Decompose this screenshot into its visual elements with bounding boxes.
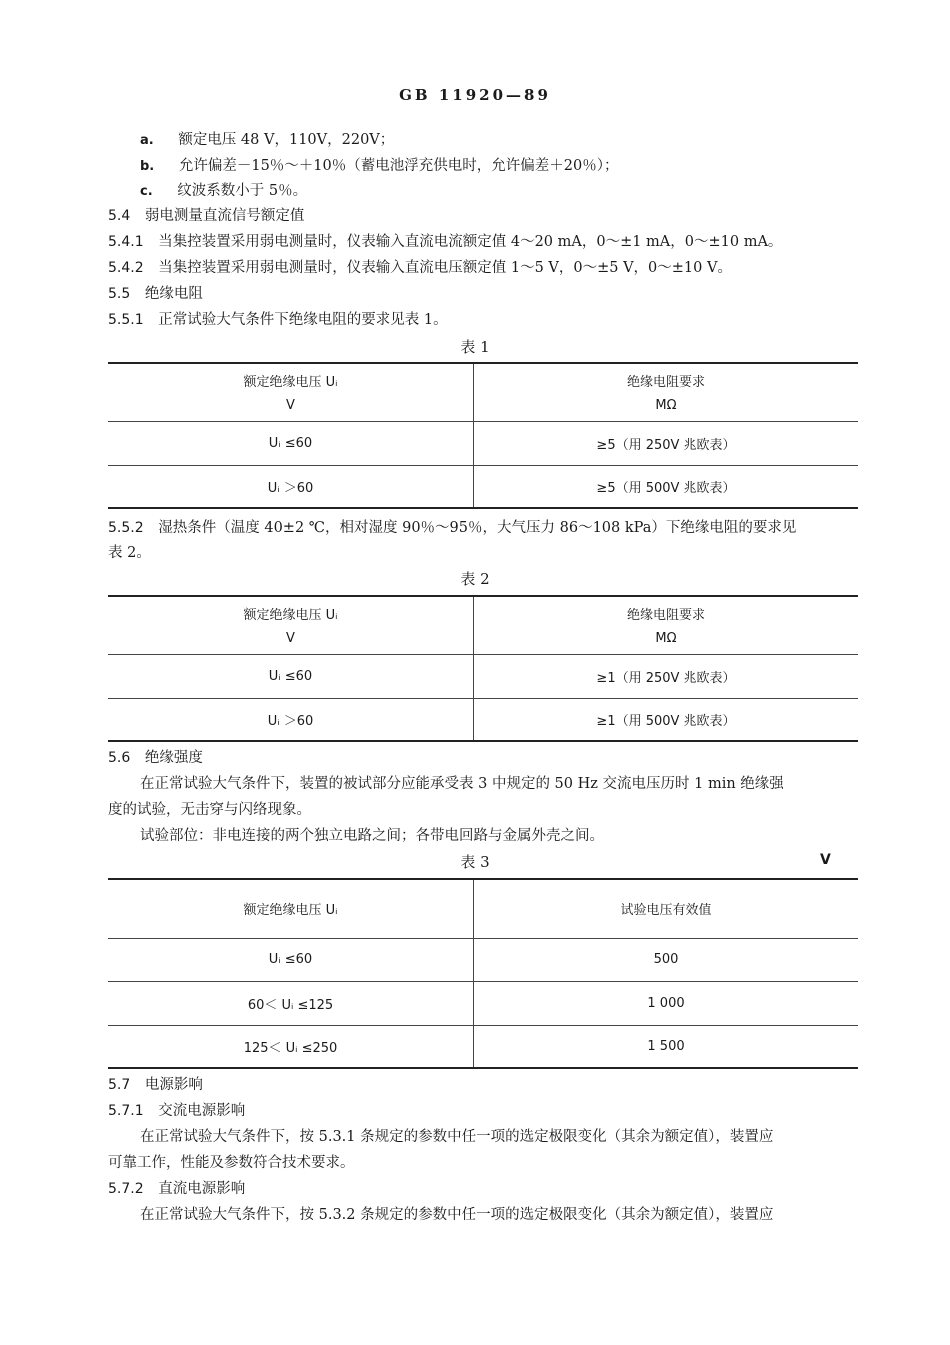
item-letter: b. <box>140 159 155 174</box>
table-cell: 60＜ Uᵢ ≤125 <box>108 981 474 1025</box>
column-header <box>108 363 474 421</box>
list-item <box>140 181 307 202</box>
section-number: 5.5 <box>108 286 131 302</box>
column-header-label: 额定绝缘电压 Uᵢ <box>243 375 338 391</box>
clause-text: 当集控装置采用弱电测量时，仪表输入直流电压额定值 1～5 V，0～±5 V，0～±10 V。 <box>158 260 732 276</box>
paragraph: 在正常试验大气条件下，按 5.3.1 条规定的参数中任一项的选定极限变化（其余为额定值），装置应 <box>140 1129 774 1145</box>
column-header-unit: MΩ <box>655 631 677 647</box>
column-header-unit: V <box>286 398 295 414</box>
clause-5-7-1 <box>108 1101 245 1121</box>
column-header-label: 绝缘电阻要求 <box>626 608 705 624</box>
section-heading-5-4 <box>108 206 304 226</box>
clause-5-5-2 <box>108 518 796 538</box>
table-cell: Uᵢ ≤60 <box>108 421 474 465</box>
paragraph-continued: 度的试验，无击穿与闪络现象。 <box>108 802 311 818</box>
page-header: GB 11920—89 <box>399 86 551 104</box>
column-header <box>108 596 474 654</box>
section-heading-5-7 <box>108 1075 203 1095</box>
table-cell: Uᵢ ＞60 <box>108 465 474 508</box>
table-cell: ≥5（用 500V 兆欧表） <box>474 465 859 508</box>
list-item <box>140 156 618 177</box>
section-title: 直流电源影响 <box>158 1181 246 1197</box>
item-letter: a. <box>140 133 154 148</box>
table-2 <box>108 595 858 742</box>
clause-5-4-2 <box>108 258 732 278</box>
column-header: 试验电压有效值 <box>474 879 859 938</box>
table-row <box>108 938 858 981</box>
column-header-unit: V <box>286 631 295 647</box>
list-item <box>140 130 394 151</box>
table-cell: ≥1（用 500V 兆欧表） <box>474 698 859 741</box>
column-header-label: 绝缘电阻要求 <box>626 375 705 391</box>
table-3 <box>108 878 858 1069</box>
clause-text: 正常试验大气条件下绝缘电阻的要求见表 1。 <box>158 312 448 328</box>
table-row <box>108 981 858 1025</box>
item-text: 允许偏差－15％～＋10％（蓄电池浮充供电时，允许偏差＋20％）； <box>178 158 619 174</box>
section-number: 5.6 <box>108 750 131 766</box>
column-header <box>474 363 859 421</box>
section-title: 电源影响 <box>144 1077 203 1093</box>
table-cell: 125＜ Uᵢ ≤250 <box>108 1025 474 1068</box>
table-row <box>108 421 858 465</box>
table-row <box>108 465 858 508</box>
table-row <box>108 698 858 741</box>
section-number: 5.4.1 <box>108 234 144 250</box>
section-number: 5.5.1 <box>108 312 144 328</box>
section-title: 交流电源影响 <box>158 1103 246 1119</box>
table-cell: ≥1（用 250V 兆欧表） <box>474 654 859 698</box>
section-title: 绝缘强度 <box>144 750 203 766</box>
table-row <box>108 1025 858 1068</box>
item-text: 纹波系数小于 5％。 <box>177 183 308 199</box>
table-3-caption: 表 3 <box>460 853 490 871</box>
section-title: 绝缘电阻 <box>144 286 203 302</box>
table-header-row <box>108 363 858 421</box>
table-header-row <box>108 596 858 654</box>
clause-5-4-1 <box>108 232 782 252</box>
paragraph-continued: 可靠工作，性能及参数符合技术要求。 <box>108 1155 355 1171</box>
column-header-unit: MΩ <box>655 398 677 414</box>
table-1 <box>108 362 858 509</box>
clause-text: 当集控装置采用弱电测量时，仪表输入直流电流额定值 4～20 mA，0～±1 mA，0～±10 mA。 <box>158 234 783 250</box>
item-text: 额定电压 48 V，110V，220V； <box>178 132 395 148</box>
section-number: 5.5.2 <box>108 520 144 536</box>
column-header: 额定绝缘电压 Uᵢ <box>108 879 474 938</box>
table-2-caption: 表 2 <box>460 570 490 588</box>
table-cell: 500 <box>474 938 859 981</box>
table-3-unit: V <box>820 852 831 868</box>
table-row <box>108 654 858 698</box>
table-cell: Uᵢ ＞60 <box>108 698 474 741</box>
table-cell: 1 500 <box>474 1025 859 1068</box>
clause-5-7-2 <box>108 1179 245 1199</box>
section-number: 5.4.2 <box>108 260 144 276</box>
paragraph: 在正常试验大气条件下，按 5.3.2 条规定的参数中任一项的选定极限变化（其余为额定值），装置应 <box>140 1207 774 1223</box>
section-heading-5-6 <box>108 748 203 768</box>
clause-5-5-1 <box>108 310 448 330</box>
section-number: 5.7.2 <box>108 1181 144 1197</box>
table-cell: ≥5（用 250V 兆欧表） <box>474 421 859 465</box>
section-number: 5.7.1 <box>108 1103 144 1119</box>
item-letter: c. <box>140 184 153 199</box>
paragraph: 在正常试验大气条件下，装置的被试部分应能承受表 3 中规定的 50 Hz 交流电压历时 1 min 绝缘强 <box>140 776 784 792</box>
table-cell: Uᵢ ≤60 <box>108 938 474 981</box>
column-header <box>474 596 859 654</box>
section-number: 5.7 <box>108 1077 131 1093</box>
table-header-row <box>108 879 858 938</box>
section-title: 弱电测量直流信号额定值 <box>144 208 305 224</box>
section-number: 5.4 <box>108 208 131 224</box>
table-cell: 1 000 <box>474 981 859 1025</box>
column-header-label: 额定绝缘电压 Uᵢ <box>243 608 338 624</box>
clause-text-continued: 表 2。 <box>108 545 151 561</box>
clause-text: 湿热条件（温度 40±2 ℃，相对湿度 90％～95％，大气压力 86～108 kPa）下绝缘电阻的要求见 <box>158 520 797 536</box>
section-heading-5-5 <box>108 284 203 304</box>
paragraph: 试验部位：非电连接的两个独立电路之间；各带电回路与金属外壳之间。 <box>140 828 604 844</box>
table-cell: Uᵢ ≤60 <box>108 654 474 698</box>
table-1-caption: 表 1 <box>460 338 490 356</box>
